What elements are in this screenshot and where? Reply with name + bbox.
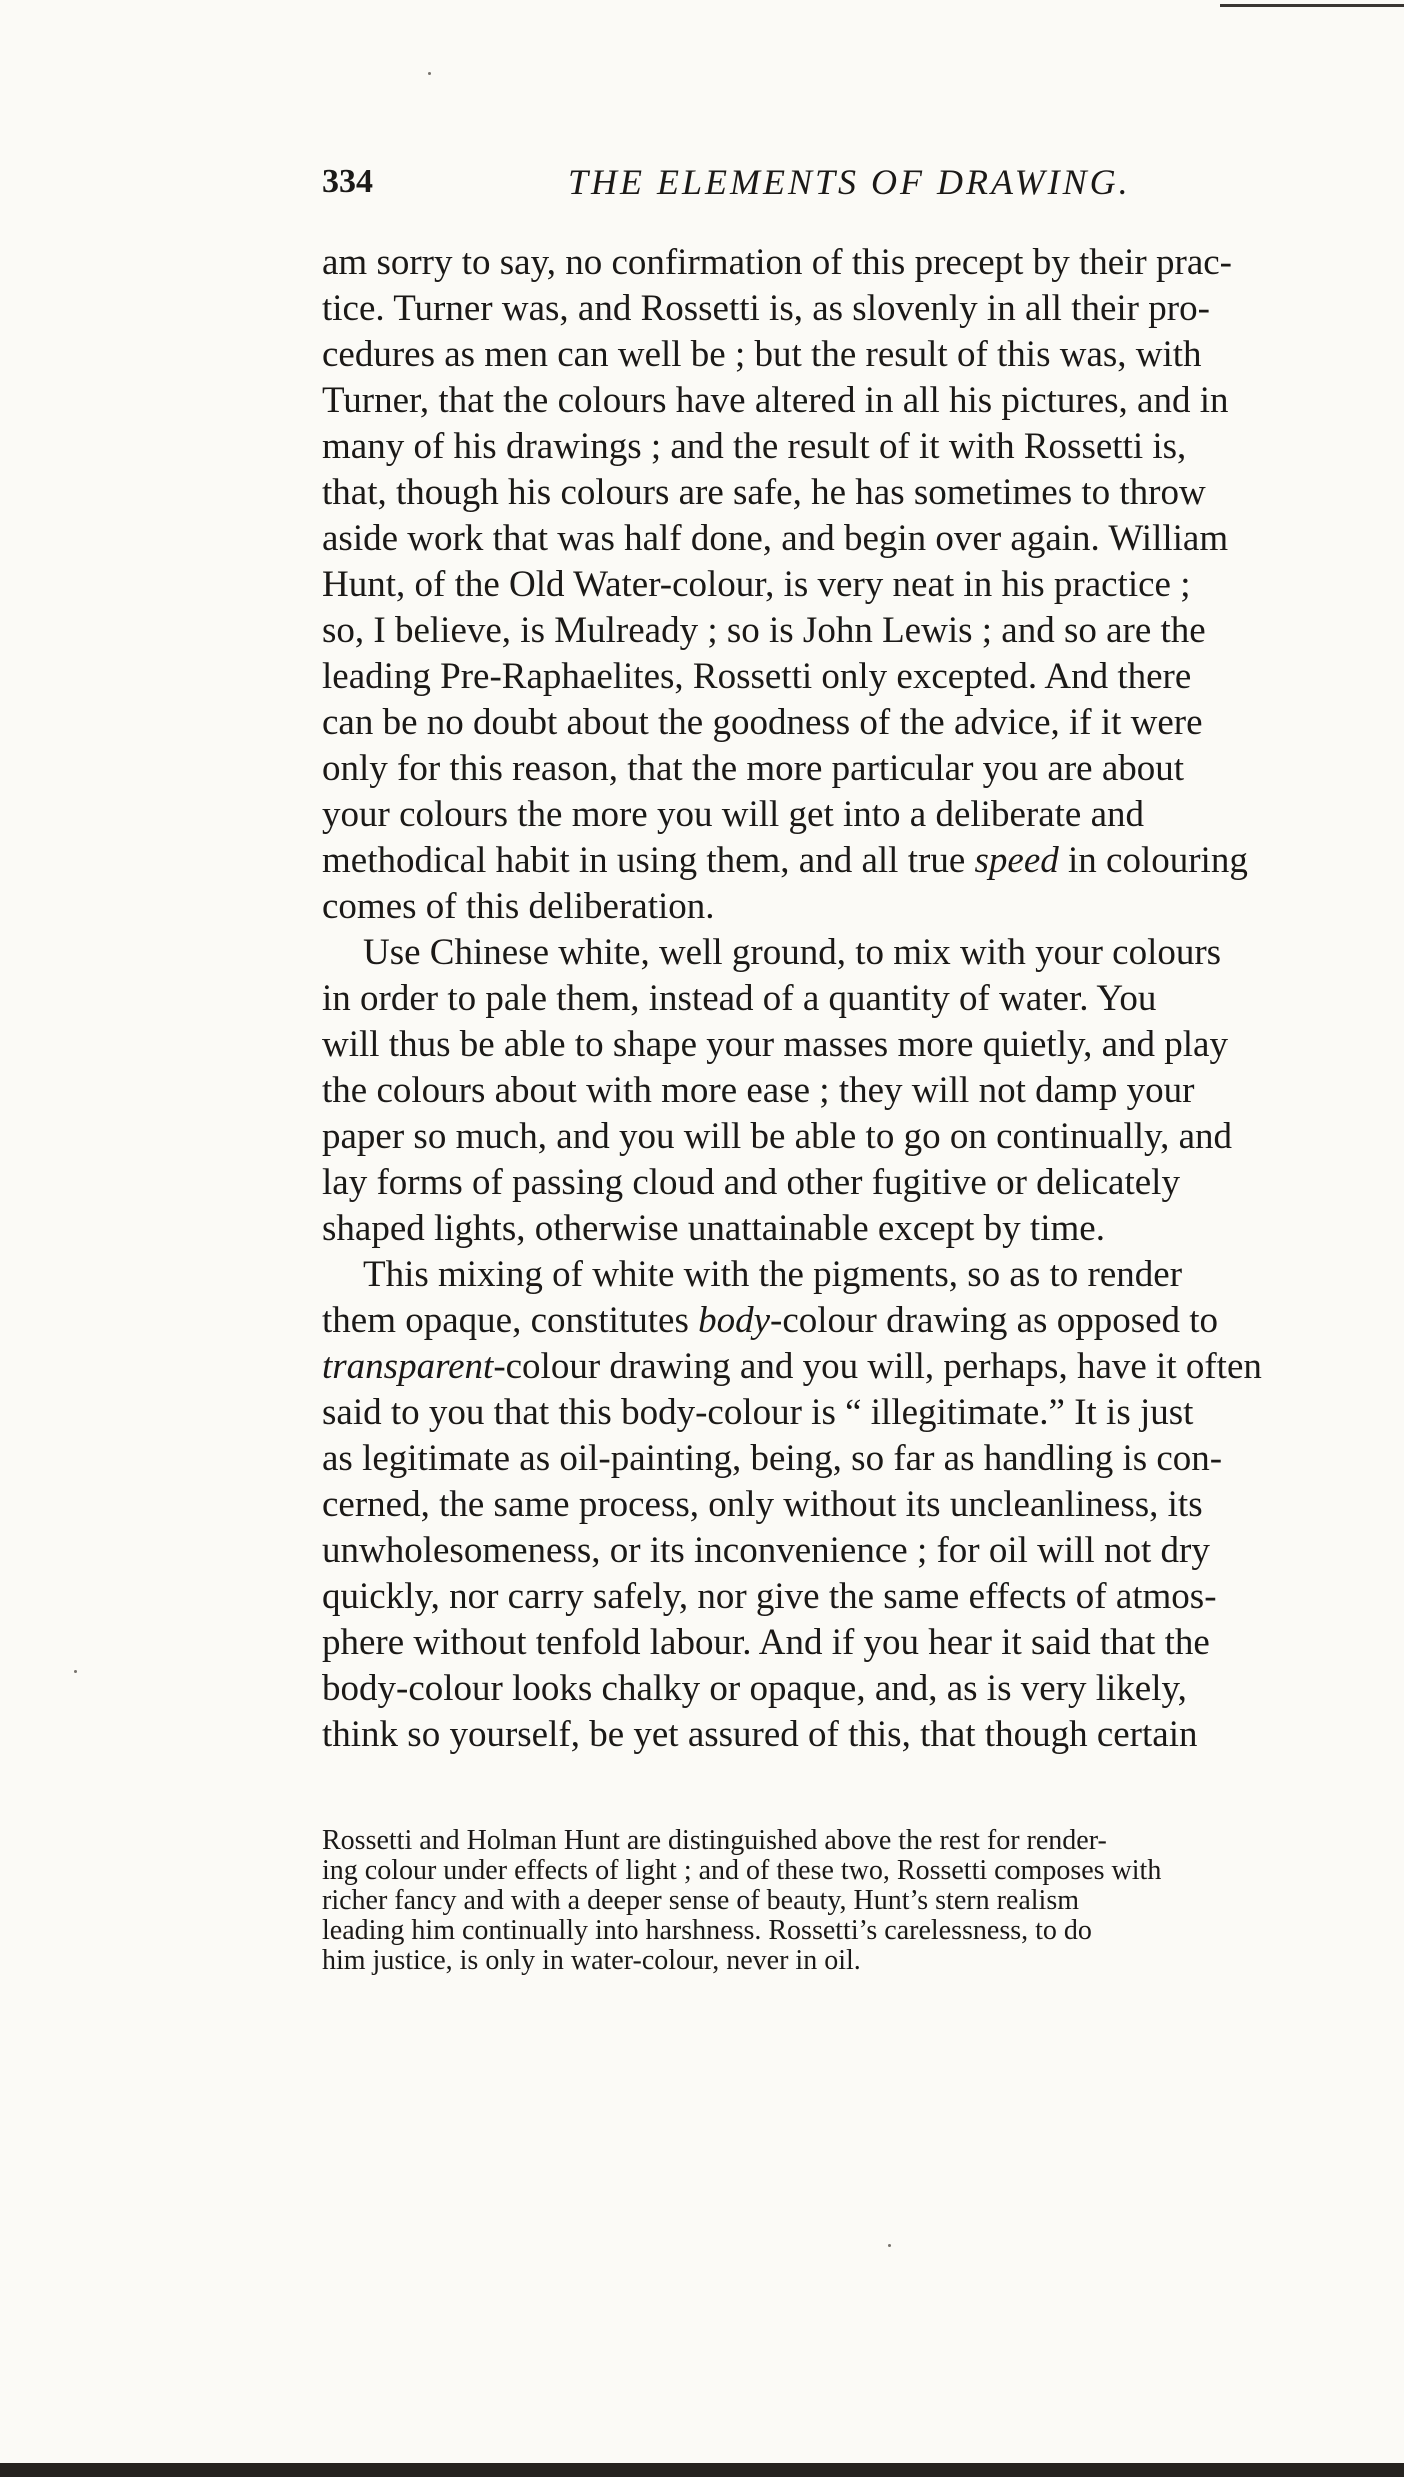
text-segment: your colours the more you will get into a deliberate and: [322, 794, 1144, 835]
text-line: [322, 746, 1398, 792]
text-segment: shaped lights, otherwise unattainable except by time.: [322, 1208, 1105, 1249]
text-segment: in order to pale them, instead of a quantity of water. You: [322, 978, 1157, 1019]
text-segment: -colour drawing as opposed to: [770, 1300, 1219, 1341]
text-line: [322, 1114, 1398, 1160]
text-segment: body-colour looks chalky or opaque, and, as is very likely,: [322, 1668, 1187, 1709]
text-segment: -colour drawing and you will, perhaps, have it often: [493, 1346, 1262, 1387]
text-segment: paper so much, and you will be able to go on continually, and: [322, 1116, 1233, 1157]
footnote-line: ing colour under effects of light ; and of these two, Rossetti composes with: [322, 1855, 1162, 1886]
text-segment: them opaque, constitutes: [322, 1300, 699, 1341]
text-segment: will thus be able to shape your masses more quietly, and play: [322, 1024, 1228, 1065]
text-line: [322, 1390, 1398, 1436]
paragraph: [322, 240, 1398, 930]
text-line: [322, 516, 1398, 562]
text-segment: only for this reason, that the more particular you are about: [322, 748, 1185, 789]
text-line: [322, 240, 1398, 286]
text-line: [322, 1482, 1398, 1528]
text-line: [322, 1206, 1398, 1252]
text-segment: in colouring: [1058, 840, 1248, 881]
italic-word: speed: [974, 840, 1059, 881]
text-segment: lay forms of passing cloud and other fugitive or delicately: [322, 1162, 1180, 1203]
text-segment: This mixing of white with the pigments, so as to render: [363, 1254, 1183, 1295]
text-line: [322, 424, 1398, 470]
text-line: [322, 1252, 1398, 1298]
text-line: [322, 1298, 1398, 1344]
footnote-line: him justice, is only in water-colour, never in oil.: [322, 1945, 861, 1976]
text-line: [322, 1022, 1398, 1068]
text-line: [322, 332, 1398, 378]
paper-speck: [74, 1670, 77, 1673]
text-segment: as legitimate as oil-painting, being, so far as handling is con-: [322, 1438, 1223, 1479]
text-segment: Use Chinese white, well ground, to mix with your colours: [363, 932, 1222, 973]
text-line: [322, 1574, 1398, 1620]
text-segment: comes of this deliberation.: [322, 886, 715, 927]
text-segment: many of his drawings ; and the result of it with Rossetti is,: [322, 426, 1187, 467]
text-line: [322, 884, 1398, 930]
text-line: [322, 470, 1398, 516]
text-segment: Hunt, of the Old Water-colour, is very neat in his practice ;: [322, 564, 1191, 605]
text-segment: leading Pre-Raphaelites, Rossetti only excepted. And there: [322, 656, 1192, 697]
page-header: [322, 158, 1362, 206]
page-number: 334: [322, 163, 373, 200]
text-line: [322, 608, 1398, 654]
text-segment: Turner, that the colours have altered in all his pictures, and in: [322, 380, 1229, 421]
text-line: [322, 792, 1398, 838]
text-segment: the colours about with more ease ; they will not damp your: [322, 1070, 1195, 1111]
text-segment: cerned, the same process, only without its uncleanliness, its: [322, 1484, 1203, 1525]
text-line: [322, 378, 1398, 424]
text-line: [322, 1068, 1398, 1114]
italic-word: body: [698, 1300, 771, 1341]
text-segment: can be no doubt about the goodness of the advice, if it were: [322, 702, 1203, 743]
text-segment: phere without tenfold labour. And if you hear it said that the: [322, 1622, 1210, 1663]
italic-word: transparent: [322, 1346, 494, 1387]
text-segment: aside work that was half done, and begin over again. William: [322, 518, 1229, 559]
text-segment: unwholesomeness, or its inconvenience ; for oil will not dry: [322, 1530, 1210, 1571]
text-segment: quickly, nor carry safely, nor give the same effects of atmos-: [322, 1576, 1217, 1617]
text-line: [322, 1160, 1398, 1206]
text-line: [322, 286, 1398, 332]
text-line: [322, 654, 1398, 700]
top-edge-rule: [1220, 4, 1404, 7]
text-line: [322, 1436, 1398, 1482]
text-line: [322, 1620, 1398, 1666]
text-line: [322, 562, 1398, 608]
text-line: [322, 700, 1398, 746]
paragraph: [322, 1252, 1398, 1758]
text-segment: think so yourself, be yet assured of this, that though certain: [322, 1714, 1198, 1755]
text-segment: said to you that this body-colour is “ illegitimate.” It is just: [322, 1392, 1194, 1433]
footnote-line: Rossetti and Holman Hunt are distinguished above the rest for render-: [322, 1825, 1107, 1856]
text-segment: am sorry to say, no confirmation of this precept by their prac-: [322, 242, 1232, 283]
paragraph: [322, 930, 1398, 1252]
running-title: THE ELEMENTS OF DRAWING.: [568, 162, 1131, 202]
footnote-line: richer fancy and with a deeper sense of beauty, Hunt’s stern realism: [322, 1885, 1080, 1916]
text-segment: that, though his colours are safe, he has sometimes to throw: [322, 472, 1206, 513]
text-line: [322, 930, 1398, 976]
text-line: [322, 838, 1398, 884]
text-line: [322, 976, 1398, 1022]
footnote-line: leading him continually into harshness. Rossetti’s carelessness, to do: [322, 1915, 1092, 1946]
text-line: [322, 1344, 1398, 1390]
text-segment: so, I believe, is Mulready ; so is John Lewis ; and so are the: [322, 610, 1206, 651]
paper-speck: [888, 2244, 891, 2247]
bottom-edge-rule: [0, 2463, 1404, 2477]
footnote: [322, 1826, 1398, 1976]
paper-speck: [428, 72, 431, 75]
text-segment: tice. Turner was, and Rossetti is, as slovenly in all their pro-: [322, 288, 1210, 329]
text-segment: cedures as men can well be ; but the result of this was, with: [322, 334, 1202, 375]
text-line: [322, 1666, 1398, 1712]
text-line: [322, 1528, 1398, 1574]
body-text: [322, 240, 1398, 1758]
text-segment: methodical habit in using them, and all true: [322, 840, 975, 881]
text-line: [322, 1712, 1398, 1758]
